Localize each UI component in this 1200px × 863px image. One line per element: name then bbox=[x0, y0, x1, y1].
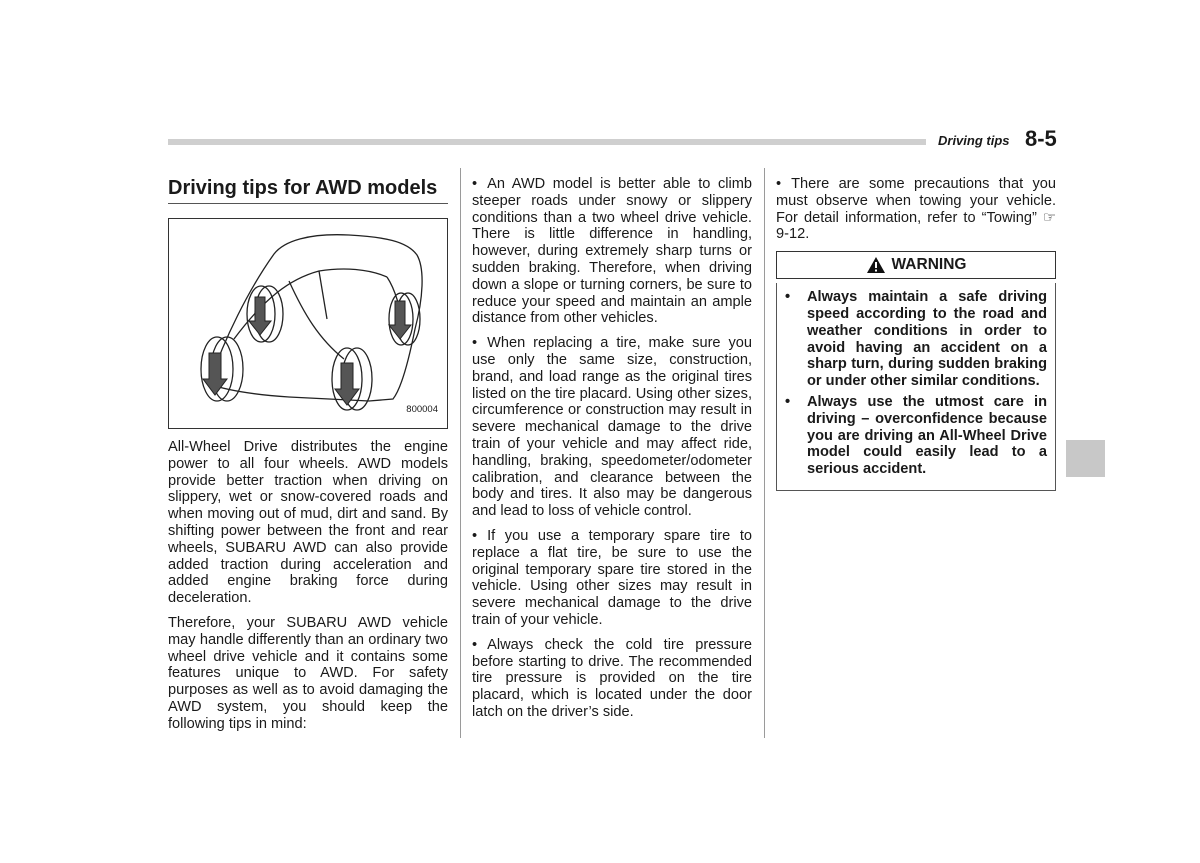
warning-header bbox=[776, 251, 1056, 279]
bullet-item: • When replacing a tire, make sure you use only the same size, construction, brand, and load range as the original tires listed on the tire placard. Using other sizes, circumference or construction may result in severe mechanical damage to the drive train of your vehicle and may affect ride, handling, braking, speedometer/odometer calibration, and clearance between the body and tires. It also may be dangerous and lead to loss of vehicle control. bbox=[472, 335, 752, 520]
chapter-tab bbox=[1066, 440, 1105, 477]
bullet-item: • There are some precautions that you must observe when towing your vehicle. For detail information, refer to “Towing” ☞9-12. bbox=[776, 176, 1056, 243]
paragraph: Therefore, your SUBARU AWD vehicle may handle differently than an ordinary two wheel drive vehicle and it contains some features unique to AWD. For safety purposes as well as to avoid damaging the AWD system, you should keep the following tips in mind: bbox=[168, 614, 448, 732]
bullet-item: • If you use a temporary spare tire to replace a flat tire, be sure to use the original temporary spare tire stored in the vehicle. Using other sizes may result in severe mechanical damage to the drive train of your vehicle. bbox=[472, 528, 752, 629]
warning-item bbox=[785, 289, 1047, 390]
bullet-dot: • bbox=[785, 393, 791, 410]
bullet-item: • Always check the cold tire pressure before starting to drive. The recommended tire pressure is provided on the tire placard, which is located under the door latch on the driver’s side. bbox=[472, 637, 752, 721]
column-divider bbox=[764, 168, 765, 738]
column-2 bbox=[472, 176, 752, 729]
warning-label: WARNING bbox=[891, 255, 967, 273]
header-section-title: Driving tips bbox=[938, 133, 1010, 148]
bullet-item: • An AWD model is better able to climb steeper roads under snowy or slippery conditions than a two wheel drive vehicle. There is little difference in handling, however, during extremely sharp turns or sudden braking. Therefore, when driving down a slope or turning corners, be sure to reduce your speed and maintain an ample distance from other vehicles. bbox=[472, 176, 752, 327]
section-title: Driving tips for AWD models bbox=[168, 176, 448, 204]
column-3 bbox=[776, 176, 1056, 491]
column-1 bbox=[168, 168, 448, 741]
awd-car-figure bbox=[168, 218, 448, 429]
figure-code: 800004 bbox=[406, 404, 438, 416]
header-rule bbox=[168, 139, 926, 145]
warning-text: Always use the utmost care in driving – overconfidence because you are driving an All-Wheel Drive model could easily lead to a serious accident. bbox=[807, 393, 1047, 478]
warning-item bbox=[785, 394, 1047, 478]
warning-box bbox=[776, 283, 1056, 491]
car-wheels-illustration bbox=[169, 219, 447, 428]
page-number: 8-5 bbox=[1025, 126, 1057, 151]
bullet-dot: • bbox=[785, 289, 791, 306]
warning-text: Always maintain a safe driving speed according to the road and weather conditions in order to avoid having an accident on a sharp turn, during sudden braking or under other similar conditions. bbox=[807, 289, 1047, 390]
paragraph: All-Wheel Drive distributes the engine power to all four wheels. AWD models provide better traction when driving on slippery, wet or snow-covered roads and when moving out of mud, dirt and sand. By shifting power between the front and rear wheels, SUBARU AWD can also provide added traction during acceleration and added engine braking force during deceleration. bbox=[168, 439, 448, 607]
column-divider bbox=[460, 168, 461, 738]
warning-triangle-icon bbox=[866, 256, 886, 274]
